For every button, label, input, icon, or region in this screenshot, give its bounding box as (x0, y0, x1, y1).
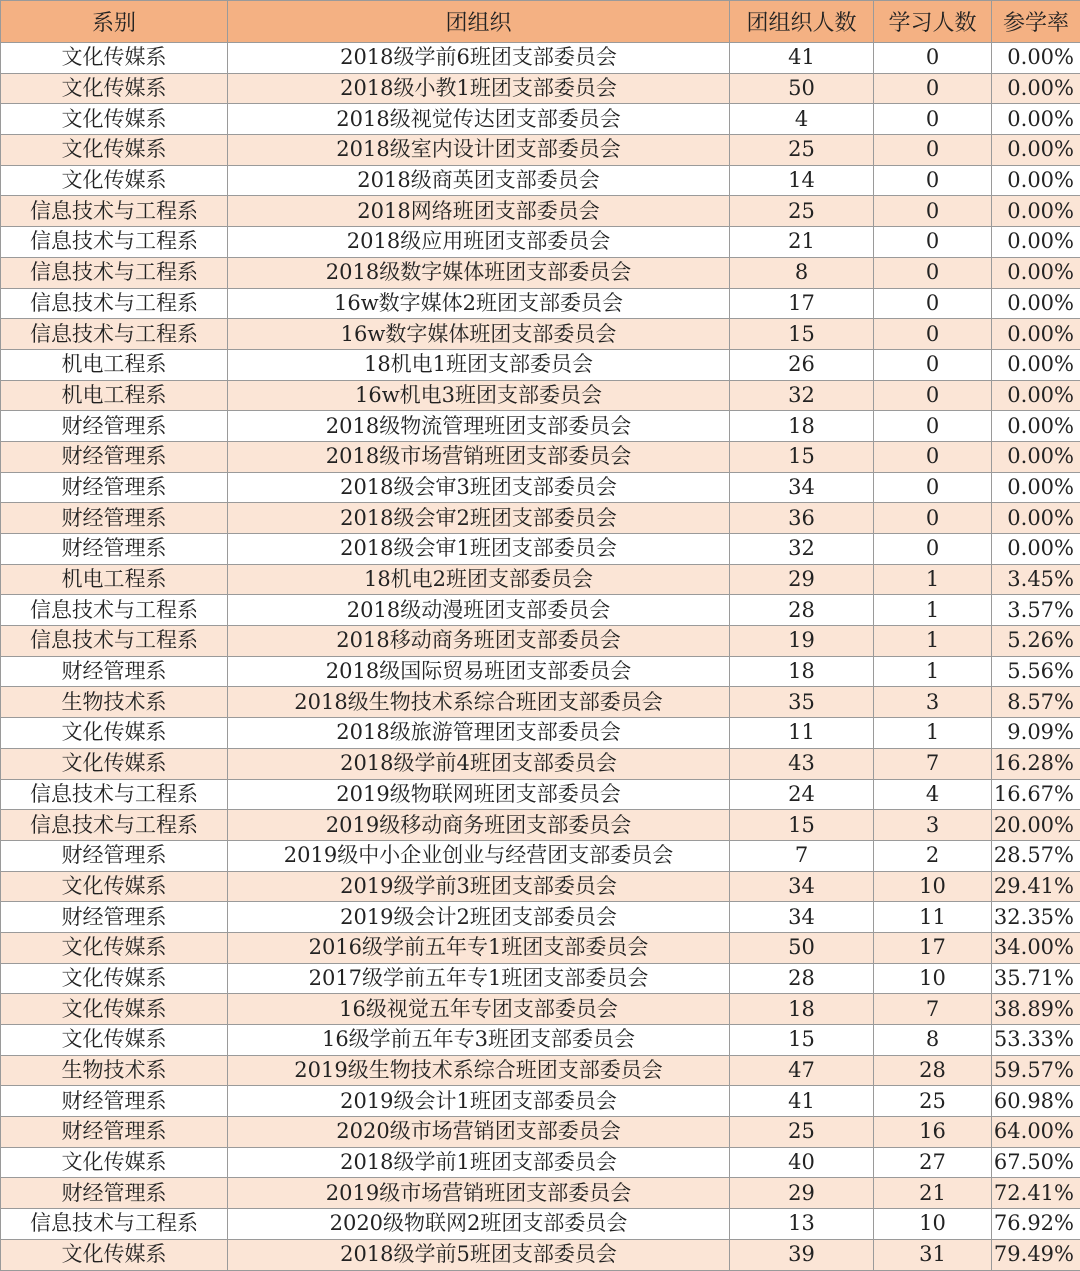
cell-participation-rate: 64.00% (992, 1117, 1080, 1148)
table-row (1, 779, 1080, 810)
cell-learner-count: 0 (874, 503, 992, 534)
cell-department: 信息技术与工程系 (1, 1209, 228, 1240)
cell-learner-count: 16 (874, 1117, 992, 1148)
cell-learner-count: 0 (874, 104, 992, 135)
cell-league-branch: 2020级市场营销团支部委员会 (228, 1117, 730, 1148)
cell-learner-count: 0 (874, 288, 992, 319)
cell-department: 机电工程系 (1, 564, 228, 595)
table-row (1, 994, 1080, 1025)
cell-participation-rate: 67.50% (992, 1147, 1080, 1178)
cell-league-branch: 16w数字媒体2班团支部委员会 (228, 288, 730, 319)
header-learner-count: 学习人数 (874, 1, 992, 43)
table-row (1, 165, 1080, 196)
cell-member-count: 15 (730, 319, 874, 350)
cell-league-branch: 2018级应用班团支部委员会 (228, 227, 730, 258)
cell-learner-count: 4 (874, 779, 992, 810)
cell-participation-rate: 0.00% (992, 349, 1080, 380)
cell-participation-rate: 3.57% (992, 595, 1080, 626)
cell-participation-rate: 0.00% (992, 257, 1080, 288)
cell-department: 信息技术与工程系 (1, 227, 228, 258)
cell-member-count: 28 (730, 963, 874, 994)
table-row (1, 1117, 1080, 1148)
cell-department: 文化传媒系 (1, 135, 228, 166)
cell-participation-rate: 9.09% (992, 718, 1080, 749)
cell-learner-count: 7 (874, 994, 992, 1025)
cell-member-count: 11 (730, 718, 874, 749)
cell-participation-rate: 20.00% (992, 810, 1080, 841)
cell-member-count: 34 (730, 472, 874, 503)
cell-department: 财经管理系 (1, 840, 228, 871)
cell-learner-count: 1 (874, 656, 992, 687)
table-row (1, 963, 1080, 994)
cell-participation-rate: 0.00% (992, 135, 1080, 166)
cell-department: 文化传媒系 (1, 932, 228, 963)
cell-league-branch: 2018级学前5班团支部委员会 (228, 1239, 730, 1270)
table-row (1, 1086, 1080, 1117)
cell-member-count: 25 (730, 1117, 874, 1148)
cell-department: 文化传媒系 (1, 73, 228, 104)
cell-department: 财经管理系 (1, 441, 228, 472)
cell-participation-rate: 0.00% (992, 441, 1080, 472)
table-row (1, 1025, 1080, 1056)
cell-league-branch: 2018级物流管理班团支部委员会 (228, 411, 730, 442)
cell-learner-count: 0 (874, 73, 992, 104)
cell-department: 文化传媒系 (1, 871, 228, 902)
cell-department: 文化传媒系 (1, 104, 228, 135)
cell-learner-count: 21 (874, 1178, 992, 1209)
cell-learner-count: 7 (874, 748, 992, 779)
cell-participation-rate: 34.00% (992, 932, 1080, 963)
cell-learner-count: 1 (874, 564, 992, 595)
cell-department: 文化传媒系 (1, 1025, 228, 1056)
table-row (1, 810, 1080, 841)
cell-participation-rate: 32.35% (992, 902, 1080, 933)
cell-department: 信息技术与工程系 (1, 196, 228, 227)
cell-participation-rate: 0.00% (992, 288, 1080, 319)
cell-member-count: 41 (730, 1086, 874, 1117)
table-row (1, 656, 1080, 687)
cell-learner-count: 0 (874, 43, 992, 74)
cell-member-count: 13 (730, 1209, 874, 1240)
cell-member-count: 41 (730, 43, 874, 74)
cell-league-branch: 16w数字媒体班团支部委员会 (228, 319, 730, 350)
cell-league-branch: 2018级小教1班团支部委员会 (228, 73, 730, 104)
cell-league-branch: 2018级商英团支部委员会 (228, 165, 730, 196)
table-header (1, 1, 1080, 43)
cell-member-count: 32 (730, 534, 874, 565)
cell-member-count: 18 (730, 656, 874, 687)
table-row (1, 135, 1080, 166)
header-participation-rate: 参学率 (992, 1, 1080, 43)
table-row (1, 411, 1080, 442)
cell-department: 信息技术与工程系 (1, 626, 228, 657)
cell-league-branch: 2018网络班团支部委员会 (228, 196, 730, 227)
cell-participation-rate: 28.57% (992, 840, 1080, 871)
cell-learner-count: 0 (874, 165, 992, 196)
cell-department: 信息技术与工程系 (1, 288, 228, 319)
cell-department: 文化传媒系 (1, 718, 228, 749)
cell-department: 文化传媒系 (1, 963, 228, 994)
cell-member-count: 50 (730, 932, 874, 963)
cell-department: 文化传媒系 (1, 1147, 228, 1178)
cell-learner-count: 0 (874, 257, 992, 288)
cell-league-branch: 2018级数字媒体班团支部委员会 (228, 257, 730, 288)
cell-department: 财经管理系 (1, 503, 228, 534)
table-row (1, 441, 1080, 472)
cell-league-branch: 2018级视觉传达团支部委员会 (228, 104, 730, 135)
cell-learner-count: 10 (874, 1209, 992, 1240)
cell-learner-count: 0 (874, 472, 992, 503)
cell-league-branch: 2019级物联网班团支部委员会 (228, 779, 730, 810)
table-row (1, 288, 1080, 319)
cell-department: 文化传媒系 (1, 1239, 228, 1270)
table-row (1, 564, 1080, 595)
table-row (1, 227, 1080, 258)
cell-participation-rate: 0.00% (992, 380, 1080, 411)
cell-learner-count: 1 (874, 626, 992, 657)
cell-league-branch: 2018级学前1班团支部委员会 (228, 1147, 730, 1178)
table-row (1, 871, 1080, 902)
cell-league-branch: 18机电2班团支部委员会 (228, 564, 730, 595)
cell-league-branch: 2018移动商务班团支部委员会 (228, 626, 730, 657)
cell-league-branch: 2018级生物技术系综合班团支部委员会 (228, 687, 730, 718)
cell-member-count: 17 (730, 288, 874, 319)
cell-league-branch: 2018级市场营销班团支部委员会 (228, 441, 730, 472)
cell-member-count: 36 (730, 503, 874, 534)
cell-league-branch: 2019级会计1班团支部委员会 (228, 1086, 730, 1117)
cell-learner-count: 28 (874, 1055, 992, 1086)
cell-member-count: 40 (730, 1147, 874, 1178)
cell-department: 财经管理系 (1, 1178, 228, 1209)
cell-learner-count: 0 (874, 319, 992, 350)
cell-learner-count: 0 (874, 135, 992, 166)
cell-participation-rate: 16.67% (992, 779, 1080, 810)
cell-league-branch: 2017级学前五年专1班团支部委员会 (228, 963, 730, 994)
cell-department: 财经管理系 (1, 534, 228, 565)
cell-member-count: 21 (730, 227, 874, 258)
table-row (1, 104, 1080, 135)
cell-department: 文化传媒系 (1, 165, 228, 196)
cell-league-branch: 2019级会计2班团支部委员会 (228, 902, 730, 933)
table-row (1, 380, 1080, 411)
cell-participation-rate: 53.33% (992, 1025, 1080, 1056)
cell-member-count: 50 (730, 73, 874, 104)
cell-learner-count: 17 (874, 932, 992, 963)
cell-participation-rate: 0.00% (992, 104, 1080, 135)
cell-learner-count: 0 (874, 441, 992, 472)
cell-learner-count: 1 (874, 595, 992, 626)
cell-league-branch: 16w机电3班团支部委员会 (228, 380, 730, 411)
cell-participation-rate: 60.98% (992, 1086, 1080, 1117)
cell-member-count: 25 (730, 135, 874, 166)
table-row (1, 43, 1080, 74)
cell-department: 生物技术系 (1, 687, 228, 718)
table-row (1, 1239, 1080, 1270)
cell-league-branch: 2018级学前6班团支部委员会 (228, 43, 730, 74)
cell-department: 信息技术与工程系 (1, 810, 228, 841)
table-row (1, 748, 1080, 779)
cell-league-branch: 2019级生物技术系综合班团支部委员会 (228, 1055, 730, 1086)
cell-league-branch: 2018级旅游管理团支部委员会 (228, 718, 730, 749)
cell-participation-rate: 0.00% (992, 196, 1080, 227)
header-member-count: 团组织人数 (730, 1, 874, 43)
cell-member-count: 15 (730, 810, 874, 841)
table-row (1, 902, 1080, 933)
cell-league-branch: 2020级物联网2班团支部委员会 (228, 1209, 730, 1240)
cell-department: 财经管理系 (1, 1117, 228, 1148)
cell-learner-count: 0 (874, 227, 992, 258)
cell-learner-count: 1 (874, 718, 992, 749)
table-row (1, 718, 1080, 749)
cell-league-branch: 2019级移动商务班团支部委员会 (228, 810, 730, 841)
cell-participation-rate: 16.28% (992, 748, 1080, 779)
cell-participation-rate: 0.00% (992, 227, 1080, 258)
cell-member-count: 39 (730, 1239, 874, 1270)
cell-department: 财经管理系 (1, 411, 228, 442)
table-row (1, 503, 1080, 534)
cell-league-branch: 18机电1班团支部委员会 (228, 349, 730, 380)
cell-participation-rate: 76.92% (992, 1209, 1080, 1240)
cell-league-branch: 2018级会审3班团支部委员会 (228, 472, 730, 503)
cell-participation-rate: 0.00% (992, 43, 1080, 74)
cell-participation-rate: 3.45% (992, 564, 1080, 595)
cell-member-count: 35 (730, 687, 874, 718)
cell-league-branch: 2018级学前4班团支部委员会 (228, 748, 730, 779)
cell-department: 信息技术与工程系 (1, 257, 228, 288)
cell-department: 文化传媒系 (1, 748, 228, 779)
cell-department: 财经管理系 (1, 902, 228, 933)
cell-participation-rate: 79.49% (992, 1239, 1080, 1270)
cell-participation-rate: 59.57% (992, 1055, 1080, 1086)
table-row (1, 1147, 1080, 1178)
cell-participation-rate: 72.41% (992, 1178, 1080, 1209)
table-row (1, 595, 1080, 626)
cell-learner-count: 8 (874, 1025, 992, 1056)
cell-learner-count: 3 (874, 810, 992, 841)
cell-member-count: 34 (730, 902, 874, 933)
cell-learner-count: 0 (874, 349, 992, 380)
cell-learner-count: 31 (874, 1239, 992, 1270)
cell-learner-count: 11 (874, 902, 992, 933)
cell-member-count: 32 (730, 380, 874, 411)
cell-participation-rate: 0.00% (992, 472, 1080, 503)
table-row (1, 196, 1080, 227)
table-row (1, 1055, 1080, 1086)
cell-participation-rate: 29.41% (992, 871, 1080, 902)
cell-department: 财经管理系 (1, 472, 228, 503)
cell-league-branch: 2019级中小企业创业与经营团支部委员会 (228, 840, 730, 871)
header-department: 系别 (1, 1, 228, 43)
cell-learner-count: 10 (874, 963, 992, 994)
cell-member-count: 4 (730, 104, 874, 135)
cell-member-count: 43 (730, 748, 874, 779)
cell-member-count: 18 (730, 994, 874, 1025)
table-row (1, 472, 1080, 503)
table-row (1, 840, 1080, 871)
cell-participation-rate: 35.71% (992, 963, 1080, 994)
cell-learner-count: 3 (874, 687, 992, 718)
cell-member-count: 15 (730, 441, 874, 472)
cell-participation-rate: 0.00% (992, 319, 1080, 350)
cell-participation-rate: 0.00% (992, 411, 1080, 442)
cell-department: 信息技术与工程系 (1, 319, 228, 350)
cell-participation-rate: 0.00% (992, 503, 1080, 534)
header-league-branch: 团组织 (228, 1, 730, 43)
table-row (1, 1178, 1080, 1209)
table-row (1, 626, 1080, 657)
cell-league-branch: 2019级学前3班团支部委员会 (228, 871, 730, 902)
table-row (1, 257, 1080, 288)
cell-league-branch: 2018级会审2班团支部委员会 (228, 503, 730, 534)
cell-department: 文化传媒系 (1, 994, 228, 1025)
cell-department: 信息技术与工程系 (1, 595, 228, 626)
cell-department: 信息技术与工程系 (1, 779, 228, 810)
cell-league-branch: 2016级学前五年专1班团支部委员会 (228, 932, 730, 963)
table-row (1, 687, 1080, 718)
table-row (1, 319, 1080, 350)
cell-league-branch: 2018级会审1班团支部委员会 (228, 534, 730, 565)
cell-member-count: 24 (730, 779, 874, 810)
cell-participation-rate: 8.57% (992, 687, 1080, 718)
cell-department: 财经管理系 (1, 1086, 228, 1117)
cell-department: 机电工程系 (1, 380, 228, 411)
cell-learner-count: 27 (874, 1147, 992, 1178)
cell-participation-rate: 5.26% (992, 626, 1080, 657)
cell-league-branch: 2019级市场营销班团支部委员会 (228, 1178, 730, 1209)
cell-member-count: 29 (730, 564, 874, 595)
table-row (1, 534, 1080, 565)
cell-member-count: 28 (730, 595, 874, 626)
cell-member-count: 7 (730, 840, 874, 871)
cell-member-count: 8 (730, 257, 874, 288)
cell-league-branch: 2018级国际贸易班团支部委员会 (228, 656, 730, 687)
table-row (1, 349, 1080, 380)
cell-learner-count: 0 (874, 196, 992, 227)
cell-department: 生物技术系 (1, 1055, 228, 1086)
cell-member-count: 34 (730, 871, 874, 902)
cell-league-branch: 2018级动漫班团支部委员会 (228, 595, 730, 626)
cell-member-count: 47 (730, 1055, 874, 1086)
header-row (1, 1, 1080, 43)
cell-learner-count: 2 (874, 840, 992, 871)
cell-member-count: 15 (730, 1025, 874, 1056)
cell-member-count: 29 (730, 1178, 874, 1209)
cell-participation-rate: 0.00% (992, 73, 1080, 104)
cell-learner-count: 0 (874, 380, 992, 411)
cell-department: 文化传媒系 (1, 43, 228, 74)
cell-league-branch: 2018级室内设计团支部委员会 (228, 135, 730, 166)
cell-participation-rate: 5.56% (992, 656, 1080, 687)
cell-participation-rate: 38.89% (992, 994, 1080, 1025)
cell-learner-count: 10 (874, 871, 992, 902)
cell-learner-count: 0 (874, 411, 992, 442)
cell-member-count: 26 (730, 349, 874, 380)
cell-member-count: 18 (730, 411, 874, 442)
table-row (1, 932, 1080, 963)
cell-league-branch: 16级学前五年专3班团支部委员会 (228, 1025, 730, 1056)
cell-department: 财经管理系 (1, 656, 228, 687)
table-row (1, 73, 1080, 104)
cell-member-count: 19 (730, 626, 874, 657)
cell-member-count: 25 (730, 196, 874, 227)
table-body (1, 43, 1080, 1271)
table-row (1, 1209, 1080, 1240)
cell-league-branch: 16级视觉五年专团支部委员会 (228, 994, 730, 1025)
cell-learner-count: 0 (874, 534, 992, 565)
cell-participation-rate: 0.00% (992, 534, 1080, 565)
cell-department: 机电工程系 (1, 349, 228, 380)
cell-participation-rate: 0.00% (992, 165, 1080, 196)
cell-member-count: 14 (730, 165, 874, 196)
cell-learner-count: 25 (874, 1086, 992, 1117)
